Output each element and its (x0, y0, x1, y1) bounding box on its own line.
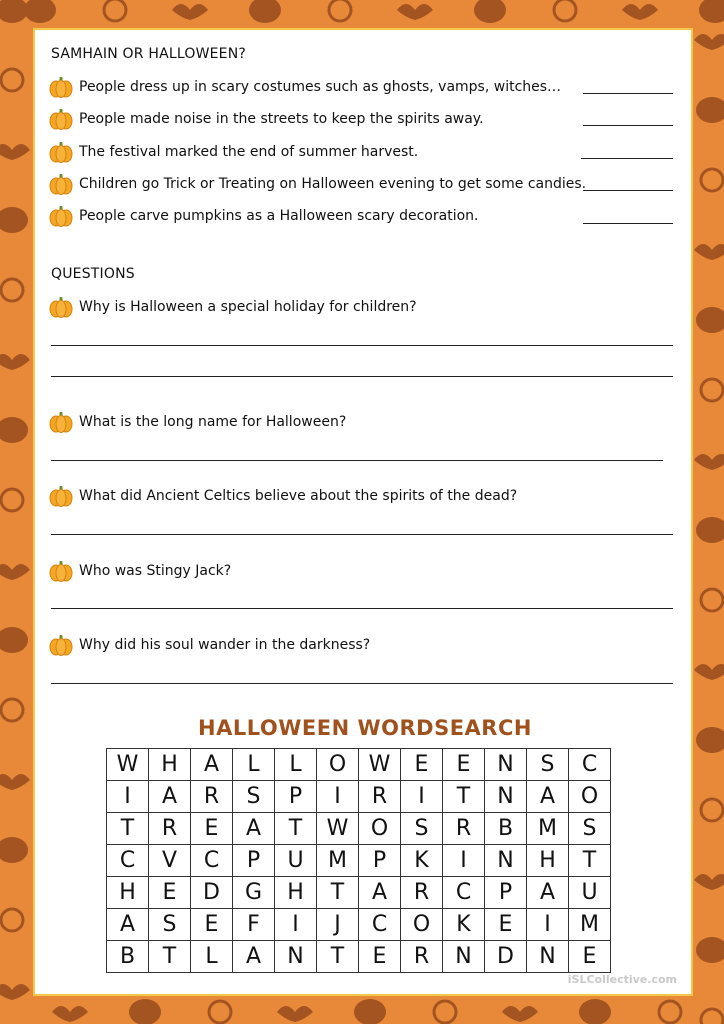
grid-cell[interactable]: C (359, 909, 401, 941)
pumpkin-icon (49, 560, 73, 582)
grid-cell[interactable]: E (569, 941, 611, 973)
statement-item (49, 203, 478, 229)
grid-cell[interactable]: R (401, 941, 443, 973)
answer-blank[interactable] (583, 190, 673, 191)
grid-cell[interactable]: M (317, 845, 359, 877)
grid-cell[interactable]: N (485, 749, 527, 781)
grid-row (107, 909, 611, 941)
watermark: iSLCollective.com (567, 973, 677, 986)
grid-row (107, 781, 611, 813)
grid-cell[interactable]: R (149, 813, 191, 845)
grid-cell[interactable]: I (527, 909, 569, 941)
grid-cell[interactable]: N (485, 781, 527, 813)
grid-cell[interactable]: N (443, 941, 485, 973)
pumpkin-icon (49, 411, 73, 433)
grid-cell[interactable]: E (191, 909, 233, 941)
question-text: Why did his soul wander in the darkness? (79, 637, 371, 653)
grid-cell[interactable]: W (317, 813, 359, 845)
question-text: Who was Stingy Jack? (79, 563, 232, 579)
grid-cell[interactable]: R (191, 781, 233, 813)
question-text: What did Ancient Celtics believe about the spirits of the dead? (79, 488, 518, 504)
grid-cell[interactable]: I (107, 781, 149, 813)
grid-cell[interactable]: S (233, 781, 275, 813)
grid-cell[interactable]: E (485, 909, 527, 941)
section-heading-questions: QUESTIONS (51, 266, 135, 282)
grid-cell[interactable]: H (149, 749, 191, 781)
grid-cell[interactable]: I (317, 781, 359, 813)
grid-cell[interactable]: R (443, 813, 485, 845)
answer-line[interactable] (51, 534, 673, 535)
grid-cell[interactable]: S (527, 749, 569, 781)
grid-cell[interactable]: S (149, 909, 191, 941)
question-item (49, 409, 346, 435)
grid-cell[interactable]: T (317, 877, 359, 909)
grid-row (107, 749, 611, 781)
grid-row (107, 877, 611, 909)
answer-blank[interactable] (583, 223, 673, 224)
section-heading-samhain: SAMHAIN OR HALLOWEEN? (51, 46, 247, 62)
grid-cell[interactable]: M (569, 909, 611, 941)
answer-line[interactable] (51, 345, 673, 346)
grid-cell[interactable]: A (527, 877, 569, 909)
grid-cell[interactable]: R (359, 781, 401, 813)
grid-cell[interactable]: P (359, 845, 401, 877)
grid-cell[interactable]: H (107, 877, 149, 909)
grid-cell[interactable]: O (359, 813, 401, 845)
grid-cell[interactable]: N (275, 941, 317, 973)
grid-cell[interactable]: E (149, 877, 191, 909)
statement-item (49, 106, 484, 132)
pumpkin-icon (49, 485, 73, 507)
grid-cell[interactable]: O (569, 781, 611, 813)
grid-cell[interactable]: R (401, 877, 443, 909)
pumpkin-icon (49, 76, 73, 98)
grid-cell[interactable]: P (233, 845, 275, 877)
grid-cell[interactable]: D (191, 877, 233, 909)
statement-item (49, 139, 418, 165)
grid-cell[interactable]: S (569, 813, 611, 845)
statement-text: People made noise in the streets to keep the spirits away. (79, 111, 484, 127)
answer-blank[interactable] (583, 93, 673, 94)
wordsearch-title: HALLOWEEN WORDSEARCH (198, 716, 532, 740)
grid-cell[interactable]: I (443, 845, 485, 877)
statement-item (49, 171, 586, 197)
grid-cell[interactable]: A (359, 877, 401, 909)
answer-line[interactable] (51, 460, 663, 461)
grid-cell[interactable]: N (485, 845, 527, 877)
pumpkin-icon (49, 108, 73, 130)
worksheet (33, 28, 693, 996)
grid-cell[interactable]: B (485, 813, 527, 845)
grid-cell[interactable]: T (443, 781, 485, 813)
grid-cell[interactable]: A (233, 813, 275, 845)
statement-text: People dress up in scary costumes such as ghosts, vamps, witches… (79, 79, 562, 95)
pumpkin-icon (49, 205, 73, 227)
grid-row (107, 845, 611, 877)
grid-cell[interactable]: K (401, 845, 443, 877)
grid-cell[interactable]: V (149, 845, 191, 877)
grid-cell[interactable]: P (275, 781, 317, 813)
grid-cell[interactable]: A (527, 781, 569, 813)
grid-cell[interactable]: E (443, 749, 485, 781)
grid-row (107, 813, 611, 845)
grid-cell[interactable]: P (485, 877, 527, 909)
question-item (49, 632, 370, 658)
grid-cell[interactable]: H (275, 877, 317, 909)
grid-cell[interactable]: D (485, 941, 527, 973)
grid-cell[interactable]: E (191, 813, 233, 845)
statement-text: Children go Trick or Treating on Halloween evening to get some candies. (79, 176, 587, 192)
grid-cell[interactable]: T (317, 941, 359, 973)
grid-cell[interactable]: U (275, 845, 317, 877)
answer-blank[interactable] (581, 158, 673, 159)
statement-text: The festival marked the end of summer harvest. (79, 144, 419, 160)
grid-cell[interactable]: I (275, 909, 317, 941)
grid-cell[interactable]: A (191, 749, 233, 781)
grid-cell[interactable]: H (527, 845, 569, 877)
answer-blank[interactable] (583, 125, 673, 126)
grid-cell[interactable]: C (443, 877, 485, 909)
grid-cell[interactable]: S (401, 813, 443, 845)
pumpkin-icon (49, 634, 73, 656)
question-item (49, 483, 517, 509)
answer-line[interactable] (51, 608, 673, 609)
grid-cell[interactable]: L (191, 941, 233, 973)
statement-item (49, 74, 561, 100)
answer-line[interactable] (51, 376, 673, 377)
grid-cell[interactable]: C (191, 845, 233, 877)
grid-cell[interactable]: W (107, 749, 149, 781)
question-item (49, 558, 231, 584)
grid-cell[interactable]: B (107, 941, 149, 973)
question-item (49, 294, 417, 320)
statement-text: People carve pumpkins as a Halloween scary decoration. (79, 208, 479, 224)
grid-row (107, 941, 611, 973)
grid-cell[interactable]: E (359, 941, 401, 973)
grid-cell[interactable]: T (569, 845, 611, 877)
grid-cell[interactable]: J (317, 909, 359, 941)
grid-cell[interactable]: L (275, 749, 317, 781)
grid-cell[interactable]: G (233, 877, 275, 909)
grid-cell[interactable]: O (317, 749, 359, 781)
grid-cell[interactable]: L (233, 749, 275, 781)
pumpkin-icon (49, 173, 73, 195)
grid-cell[interactable]: C (107, 845, 149, 877)
answer-line[interactable] (51, 683, 673, 684)
grid-cell[interactable]: T (107, 813, 149, 845)
grid-cell[interactable]: A (233, 941, 275, 973)
grid-cell[interactable]: O (401, 909, 443, 941)
grid-cell[interactable]: T (149, 941, 191, 973)
wordsearch-grid (106, 748, 611, 973)
grid-cell[interactable]: N (527, 941, 569, 973)
grid-cell[interactable]: C (569, 749, 611, 781)
pumpkin-icon (49, 296, 73, 318)
grid-cell[interactable]: T (275, 813, 317, 845)
grid-cell[interactable]: F (233, 909, 275, 941)
grid-cell[interactable]: A (107, 909, 149, 941)
grid-cell[interactable]: M (527, 813, 569, 845)
grid-cell[interactable]: E (401, 749, 443, 781)
pumpkin-icon (49, 141, 73, 163)
grid-cell[interactable]: W (359, 749, 401, 781)
grid-cell[interactable]: I (401, 781, 443, 813)
grid-cell[interactable]: U (569, 877, 611, 909)
grid-cell[interactable]: K (443, 909, 485, 941)
question-text: What is the long name for Halloween? (79, 414, 347, 430)
grid-cell[interactable]: A (149, 781, 191, 813)
question-text: Why is Halloween a special holiday for children? (79, 299, 417, 315)
